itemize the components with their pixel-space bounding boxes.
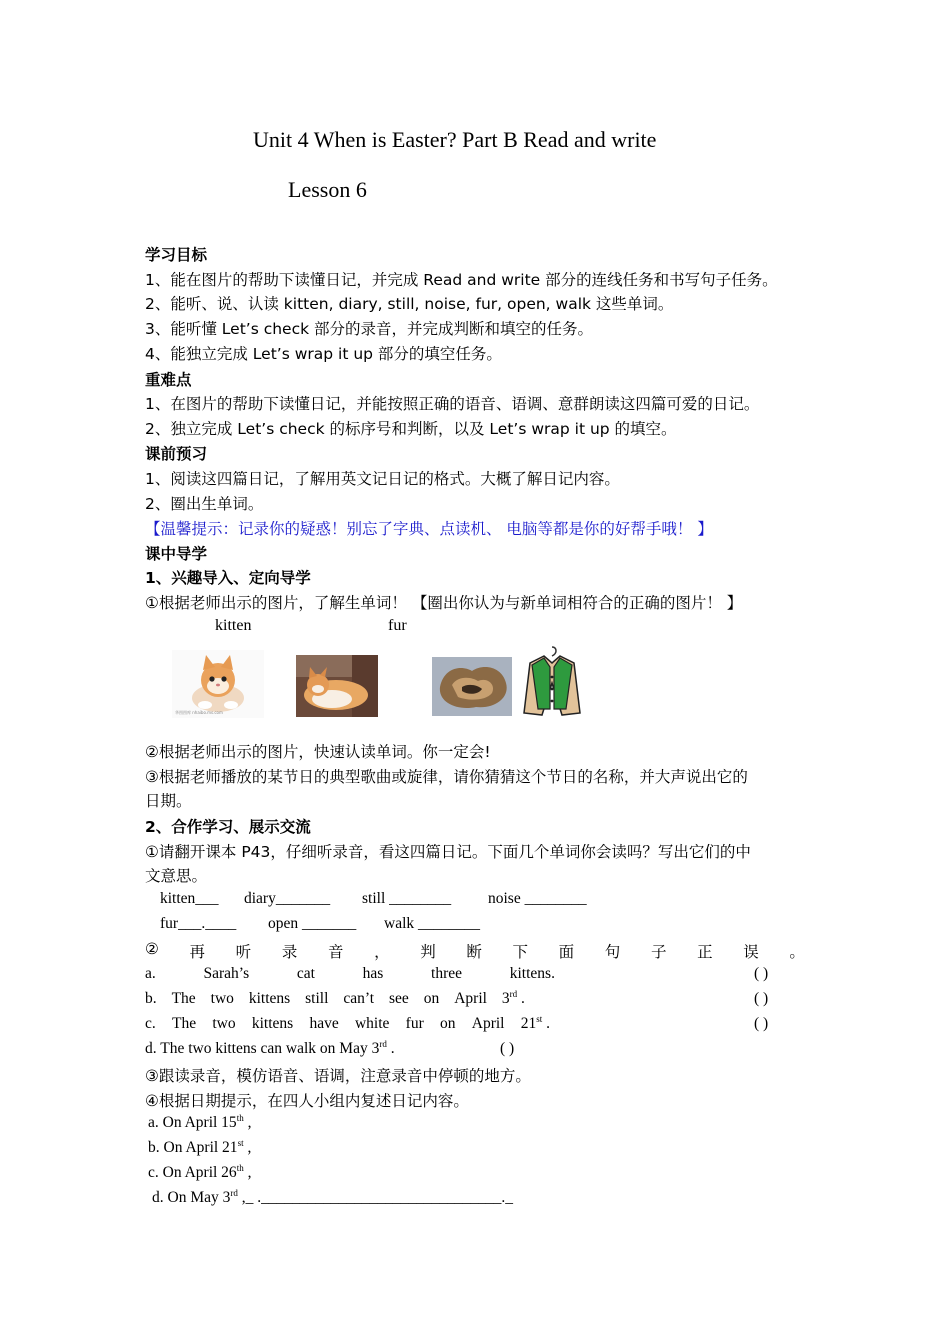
instruction-text: ③根据老师播放的某节日的典型歌曲或旋律，请你猜猜这个节日的名称，并大声说出它的 [145,768,748,786]
guide-heading: 课中导学 [145,545,208,563]
date-prompt: b. On April 21st , [148,1137,252,1156]
date-prompt: a. On April 15th , [148,1112,252,1131]
instruction-text: 日期。 [145,792,192,810]
section-heading: 2、合作学习、展示交流 [145,818,311,836]
answer-bracket[interactable]: ( ) [754,965,769,982]
vocab-blank: diary_______ [244,890,331,907]
word-kitten-label: kitten [215,617,252,634]
answer-bracket[interactable]: ( ) [754,990,769,1007]
judge-instruction: ② 再 听 录 音 ， 判 断 下 面 句 子 正 误 。 [145,940,805,961]
instruction-text: ②根据老师出示的图片，快速认读单词。你一定会! [145,743,491,761]
keypoint-item: 2、独立完成 Let’s check 的标序号和判断，以及 Let’s wrap it up 的填空。 [145,420,677,438]
judge-sentence-c: c. The two kittens have white fur on April 21st . [145,1013,550,1032]
objectives-heading: 学习目标 [145,246,208,264]
answer-bracket[interactable]: ( ) [754,1015,769,1032]
instruction-text: ④根据日期提示，在四人小组内复述日记内容。 [145,1092,469,1110]
objective-item: 4、能独立完成 Let’s wrap it up 部分的填空任务。 [145,345,502,363]
objective-item: 2、能听、说、认读 kitten, diary, still, noise, fur, open, walk 这些单词。 [145,295,674,313]
vocab-blank: still ________ [362,890,452,907]
date-prompt: d. On May 3rd ,_ ._______________________________._ [152,1187,513,1206]
instruction-text: ①请翻开课本 P43，仔细听录音，看这四篇日记。下面几个单词你会读吗？写出它们的中 [145,843,751,861]
judge-sentence-a: a. Sarah’s cat has three kittens. [145,965,555,982]
judge-sentence-b: b. The two kittens still can’t see on April 3rd . [145,988,525,1007]
judge-sentence-d: d. The two kittens can walk on May 3rd . [145,1038,395,1057]
cat-photo [296,655,378,717]
instruction-text: ③跟读录音，模仿语音、语调，注意录音中停顿的地方。 [145,1067,531,1085]
photo-watermark: 华图图库 nhaibo.ms.com [175,710,223,715]
objective-item: 1、能在图片的帮助下读懂日记，并完成 Read and write 部分的连线任务和书写句子任务。 [145,271,778,289]
vocab-blank: noise ________ [488,890,587,907]
keypoints-heading: 重难点 [145,371,192,389]
answer-bracket[interactable]: ( ) [500,1040,515,1057]
vocab-blank: kitten___ [160,890,219,907]
preview-item: 1、阅读这四篇日记，了解用英文记日记的格式。大概了解日记内容。 [145,470,620,488]
keypoint-item: 1、在图片的帮助下读懂日记，并能按照正确的语音、语调、意群朗读这四篇可爱的日记。 [145,395,760,413]
vocab-blank: fur___.____ [160,915,237,932]
instruction-text: ①根据老师出示的图片，了解生单词！ 【圈出你认为与新单词相符合的正确的图片！ 】 [145,594,743,612]
date-prompt: c. On April 26th , [148,1162,252,1181]
tip-text: 【温馨提示：记录你的疑惑！别忘了字典、点读机、 电脑等都是你的好帮手哦！ 】 [145,520,713,538]
instruction-text: 文意思。 [145,867,208,885]
fur-photo [432,657,512,716]
vocab-blank: open _______ [268,915,357,932]
page-title: Unit 4 When is Easter? Part B Read and write [253,127,657,152]
preview-item: 2、圈出生单词。 [145,495,264,513]
vocab-blank: walk ________ [384,915,481,932]
section-heading: 1、兴趣导入、定向导学 [145,569,311,587]
kitten-photo [172,650,264,718]
lesson-title: Lesson 6 [288,177,367,202]
jacket-icon [522,643,582,718]
objective-item: 3、能听懂 Let’s check 部分的录音，并完成判断和填空的任务。 [145,320,594,338]
word-fur-label: fur [388,617,407,634]
preview-heading: 课前预习 [145,445,208,463]
